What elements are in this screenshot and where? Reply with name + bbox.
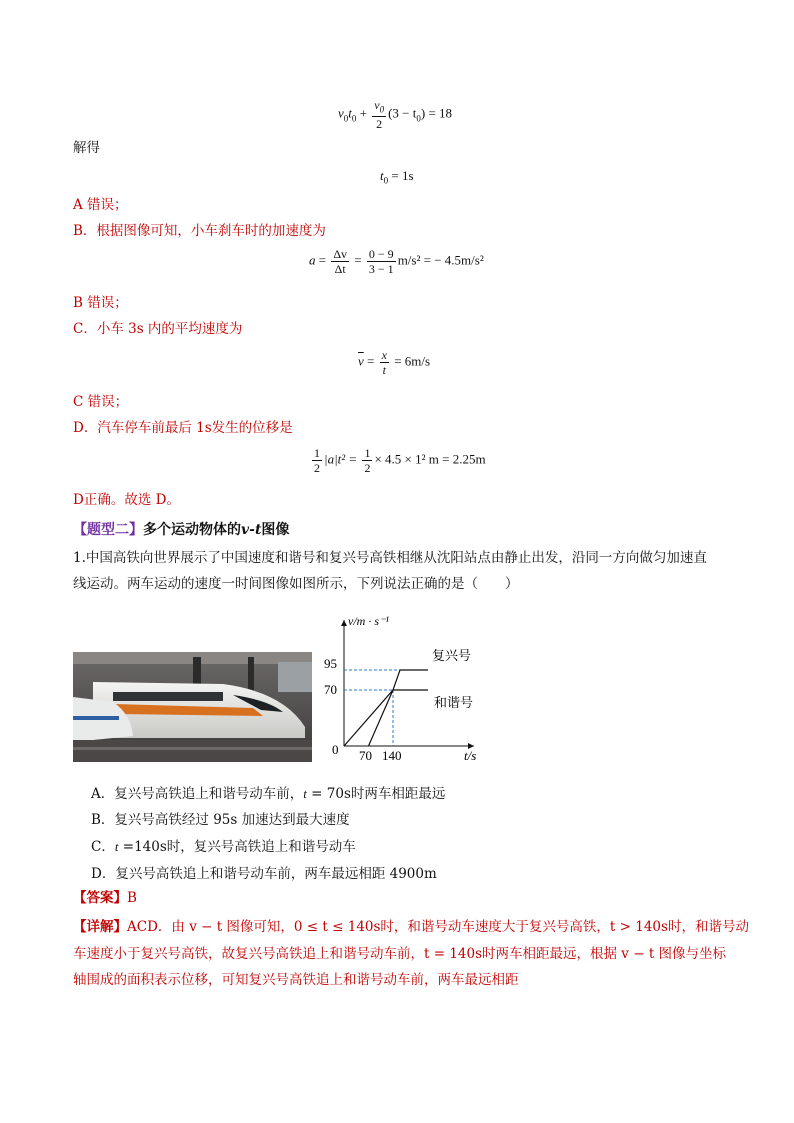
train-photo-drawing (73, 652, 312, 762)
equation-3 (309, 247, 484, 276)
option-b-text: 复兴号高铁经过 95s 加速达到最大速度 (114, 812, 350, 828)
option-d (91, 862, 437, 882)
eq2-rhs: = 1s (391, 168, 414, 183)
y-axis-label: v/m · s⁻¹ (348, 614, 389, 628)
train-photo (73, 652, 312, 762)
eq1-frac-den: 2 (376, 117, 383, 132)
detail-line-2: 车速度小于复兴号高铁，故复兴号高铁追上和谐号动车前，t = 140s时两车相距最远，根据 v − t 图像与坐标 (73, 946, 727, 962)
series-line-hexie (344, 690, 428, 746)
eq3-frac2 (367, 247, 396, 276)
eq3-eq: = (318, 252, 327, 268)
line-c-intro: C．小车 3s 内的平均速度为 (73, 321, 243, 337)
eq1-paren: (3 − t (388, 105, 417, 121)
eq1-fraction: $\frac{v_0}{2}$ (374, 98, 385, 132)
origin-label: 0 (332, 742, 339, 757)
eq5-frac2-num: 1 (364, 446, 371, 460)
detail-label: 【详解】 (73, 919, 127, 935)
line-b-wrong: B 错误； (73, 295, 128, 311)
series-label-hexie: 和谐号 (434, 695, 474, 710)
vt-graph (324, 612, 488, 768)
line-a-wrong: A 错误； (73, 197, 128, 213)
option-a-text: 复兴号高铁追上和谐号动车前， (114, 786, 304, 802)
line-b-intro: B．根据图像可知，小车刹车时的加速度为 (73, 223, 326, 239)
detail-line-3: 轴围成的面积表示位移，可知复兴号高铁追上和谐号动车前，两车最远相距 (73, 972, 519, 988)
eq5-frac1-num: 1 (314, 446, 320, 460)
eq2-t: t (380, 168, 384, 183)
option-d-text: 复兴号高铁追上和谐号动车前，两车最远相距 4900m (115, 866, 437, 882)
detail-line-1-text: ACD．由 v − t 图像可知，0 ≤ t ≤ 140s时，和谐号动车速度大于复兴号高铁，t > 140s时，和谐号动 (127, 919, 749, 935)
option-a-var: t (303, 786, 307, 801)
section-heading-text: 多个运动物体的 (143, 522, 241, 538)
eq4-rhs: = 6m/s (394, 353, 431, 369)
question-line-2: 线运动。两车运动的速度一时间图像如图所示，下列说法正确的是（ ） (73, 576, 519, 592)
answer-value: B (127, 890, 137, 906)
line-d-correct: D正确。故选 D。 (73, 492, 180, 508)
eq1-rhs: = 18 (428, 105, 453, 121)
question-line-1: 1.中国高铁向世界展示了中国速度和谐号和复兴号高铁相继从沈阳站点由静止出发，沿同一方向做匀加速直 (73, 550, 707, 566)
eq3-frac1-num: Δv (333, 247, 348, 261)
eq5-tail: × 4.5 × 1² m = 2.25m (374, 451, 486, 467)
option-a-text2: = 70s时两车相距最远 (306, 786, 446, 802)
eq4-frac-num: x (381, 348, 387, 362)
eq3-frac2-num: 0 − 9 (368, 247, 394, 261)
x-tick-70: 70 (359, 748, 372, 763)
eq3-frac1 (331, 247, 349, 276)
section-heading-bracket: 【题型二】 (73, 522, 143, 538)
section-heading-tail: 图像 (261, 522, 290, 538)
eq5-frac1-den: 2 (314, 461, 320, 475)
eq4-frac (380, 348, 389, 377)
option-a-label: A． (91, 786, 115, 802)
option-b-label: B． (91, 812, 115, 828)
x-tick-140: 140 (382, 748, 402, 763)
option-b (91, 808, 350, 828)
eq3-a: a (309, 252, 316, 268)
solve-label: 解得 (73, 140, 100, 156)
line-d-intro: D．汽车停车前最后 1s发生的位移是 (73, 420, 293, 436)
eq5-frac1 (312, 446, 322, 475)
answer (73, 889, 137, 907)
eq1-paren-end: ) (420, 105, 426, 121)
equation-5 (310, 446, 486, 475)
eq5-frac2 (362, 446, 372, 475)
option-c-var: t (114, 839, 119, 854)
answer-label: 【答案】 (73, 890, 127, 906)
detail-line-1 (73, 918, 749, 936)
equation-2: $t_0 = 1s$ (380, 168, 414, 186)
eq3-frac1-den: Δt (334, 262, 346, 276)
eq4-lhs: $\overline{v}$ (358, 353, 364, 369)
y-tick-95: 95 (324, 656, 337, 671)
eq3-eq2: = (354, 252, 362, 268)
eq4-frac-den: t (382, 363, 386, 377)
series-label-fuxing: 复兴号 (432, 648, 472, 663)
option-c-label: C． (91, 839, 115, 855)
line-c-wrong: C 错误； (73, 394, 129, 410)
section-heading (73, 519, 289, 539)
option-c (91, 835, 356, 855)
option-c-text2: =140s时，复兴号高铁追上和谐号动车 (118, 839, 356, 855)
eq1-frac-num: v (374, 98, 380, 112)
y-tick-70: 70 (324, 682, 337, 697)
eq3-frac2-den: 3 − 1 (368, 262, 394, 276)
eq4-eq: = (367, 353, 375, 369)
eq1-t: t (348, 105, 352, 121)
section-heading-vt: v-t (241, 522, 262, 538)
option-d-label: D． (91, 866, 116, 882)
equation-1: $v_0t_0$ + $\frac{v_0}{2}$ $(3 - t_0) = 18$ (338, 98, 453, 132)
equation-4 (358, 348, 430, 377)
eq5-mid: |a|t² = (324, 451, 358, 467)
eq1-v: v (338, 105, 344, 121)
eq5-frac2-den: 2 (364, 461, 371, 475)
option-a (91, 782, 445, 802)
vt-graph-svg (324, 612, 488, 768)
eq3-tail: m/s² = − 4.5m/s² (397, 252, 484, 268)
x-axis-label: t/s (464, 748, 477, 763)
